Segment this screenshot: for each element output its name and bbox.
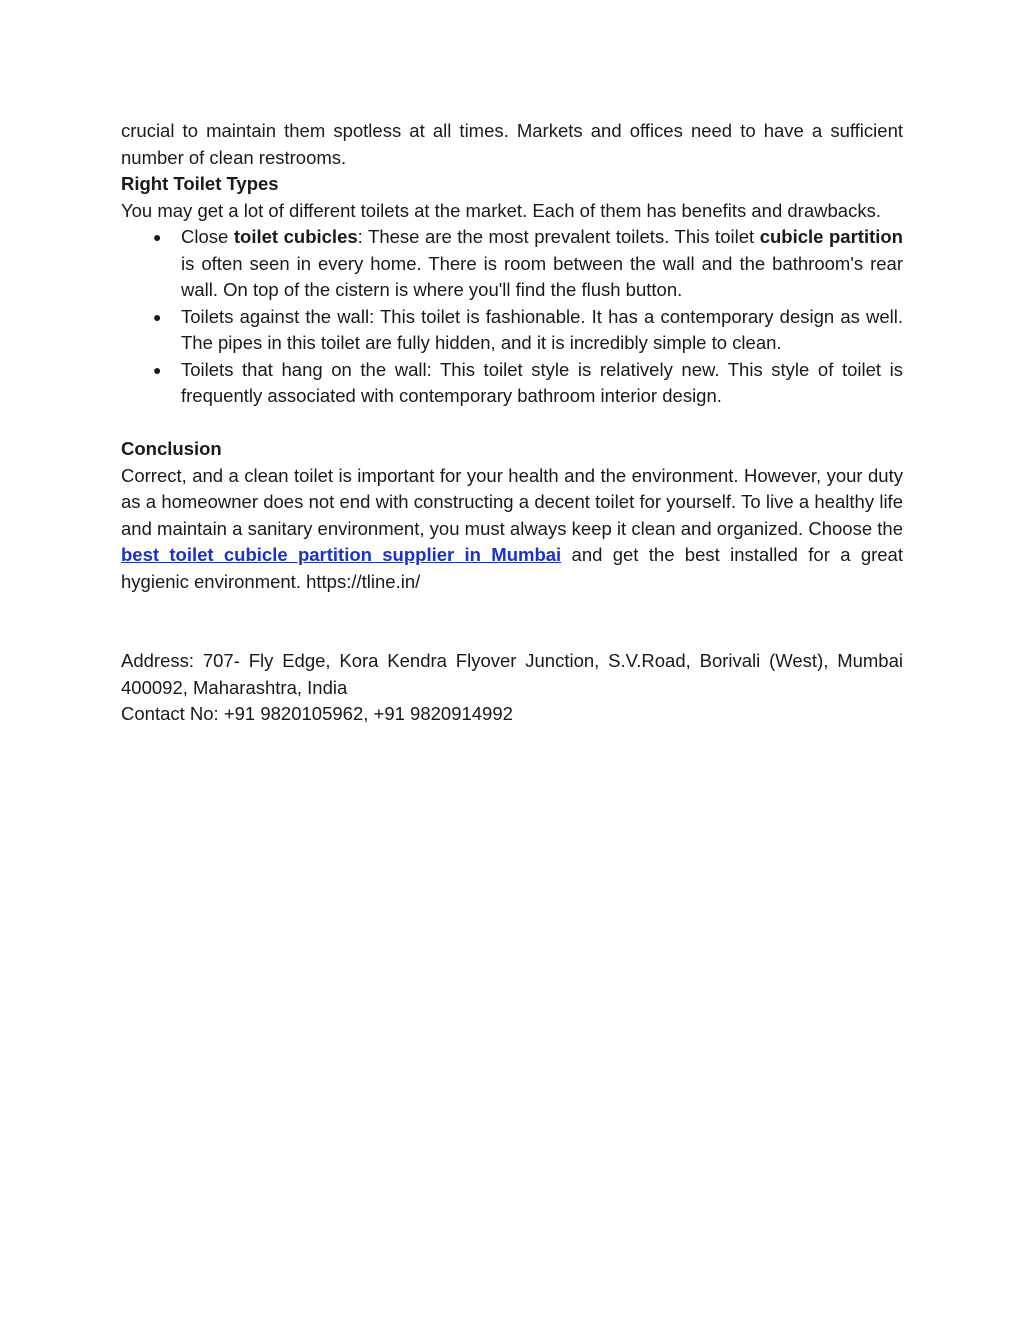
spacer bbox=[121, 410, 903, 437]
document-page bbox=[121, 118, 903, 728]
list-item-text-mid: : These are the most prevalent toilets. This toilet bbox=[357, 226, 760, 247]
list-item-text: Toilets against the wall: This toilet is fashionable. It has a contemporary design as well. The pipes in this toilet are fully hidden, and it is incredibly simple to clean. bbox=[181, 305, 903, 353]
bullet-icon: ● bbox=[153, 308, 162, 325]
bullet-icon: ● bbox=[153, 361, 162, 378]
conclusion-paragraph bbox=[121, 463, 903, 596]
section-heading-conclusion: Conclusion bbox=[121, 438, 222, 459]
list-item-text-pre: Close bbox=[181, 226, 234, 247]
list-item-bold-term: cubicle partition bbox=[759, 226, 903, 247]
bullet-icon: ● bbox=[153, 229, 162, 245]
list-item bbox=[121, 304, 903, 357]
address-text: Address: 707- Fly Edge, Kora Kendra Flyover Junction, S.V.Road, Borivali (West), Mumbai 400092, Maharashtra, India bbox=[121, 650, 903, 698]
conclusion-text-pre: Correct, and a clean toilet is important for your health and the environment. However, your duty as a homeowner does not end with constructing a decent toilet for yourself. To live a healthy life and maintain a sanitary environment, you must always keep it clean and organized. Choose the bbox=[121, 464, 903, 539]
list-item bbox=[121, 357, 903, 410]
toilet-types-list bbox=[121, 224, 903, 410]
list-item bbox=[121, 224, 903, 304]
intro-paragraph: crucial to maintain them spotless at all times. Markets and offices need to have a sufficient number of clean restrooms. bbox=[121, 120, 903, 168]
list-item-text: Toilets that hang on the wall: This toilet style is relatively new. This style of toilet is frequently associated with contemporary bathroom interior design. bbox=[181, 358, 903, 406]
list-item-text-post: is often seen in every home. There is room between the wall and the bathroom's rear wall. On top of the cistern is where you'll find the flush button. bbox=[181, 252, 903, 300]
section-heading-toilet-types: Right Toilet Types bbox=[121, 173, 279, 194]
conclusion-text-post: and get the best installed for a great hygienic environment. https://tline.in/ bbox=[121, 544, 903, 592]
toilet-types-paragraph: You may get a lot of different toilets at the market. Each of them has benefits and drawbacks. bbox=[121, 199, 881, 221]
contact-number-text: Contact No: +91 9820105962, +91 9820914992 bbox=[121, 703, 513, 724]
spacer bbox=[121, 595, 903, 648]
supplier-link[interactable]: best toilet cubicle partition supplier in Mumbai bbox=[121, 544, 562, 565]
list-item-bold-term: toilet cubicles bbox=[233, 226, 358, 247]
